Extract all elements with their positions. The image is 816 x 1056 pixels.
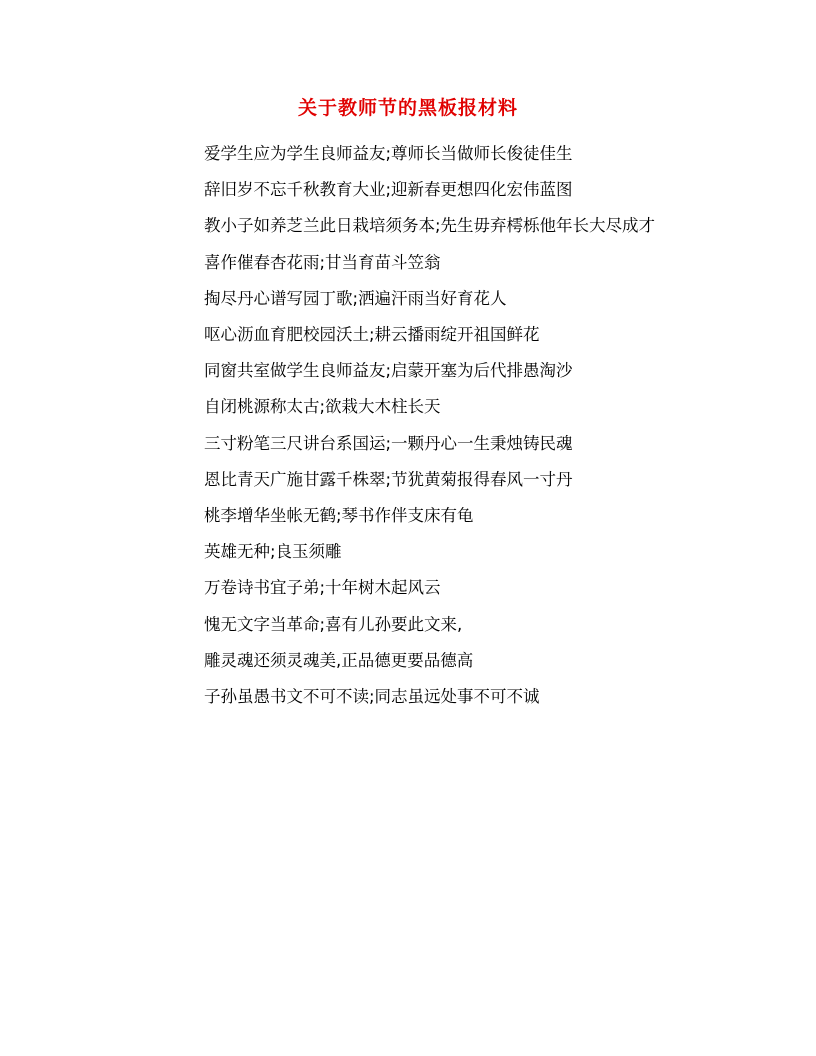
text-line: 子孙虽愚书文不可不读;同志虽远处事不可不诚 [204, 687, 540, 707]
text-line: 自闭桃源称太古;欲栽大木柱长天 [204, 397, 441, 417]
text-line: 掏尽丹心谱写园丁歌;洒遍汗雨当好育花人 [204, 288, 507, 308]
text-line: 爱学生应为学生良师益友;尊师长当做师长俊徒佳生 [204, 144, 573, 163]
text-line: 喜作催春杏花雨;甘当育苗斗笠翁 [204, 252, 441, 272]
text-line: 教小子如养芝兰此日栽培须务本;先生毋弃樗栎他年长大尽成才 [204, 216, 656, 236]
text-line: 三寸粉笔三尺讲台系国运;一颗丹心一生秉烛铸民魂 [204, 433, 573, 453]
text-line: 恩比青天广施甘露千株翠;节犹黄菊报得春风一寸丹 [204, 469, 573, 489]
text-line: 万卷诗书宜子弟;十年树木起风云 [204, 578, 441, 598]
text-line: 辞旧岁不忘千秋教育大业;迎新春更想四化宏伟蓝图 [204, 180, 573, 200]
text-line: 桃李增华坐帐无鹤;琴书作伴支床有龟 [204, 506, 474, 526]
text-line: 雕灵魂还须灵魂美,正品德更要品德高 [204, 650, 474, 670]
text-line: 呕心沥血育肥校园沃土;耕云播雨绽开祖国鲜花 [204, 325, 540, 345]
document-title: 关于教师节的黑板报材料 [297, 97, 518, 119]
text-line: 同窗共室做学生良师益友;启蒙开塞为后代排愚淘沙 [204, 361, 573, 381]
text-line: 愧无文字当革命;喜有儿孙要此文来, [204, 614, 463, 634]
document-body [120, 136, 690, 715]
text-line: 英雄无种;良玉须雕 [204, 542, 342, 562]
